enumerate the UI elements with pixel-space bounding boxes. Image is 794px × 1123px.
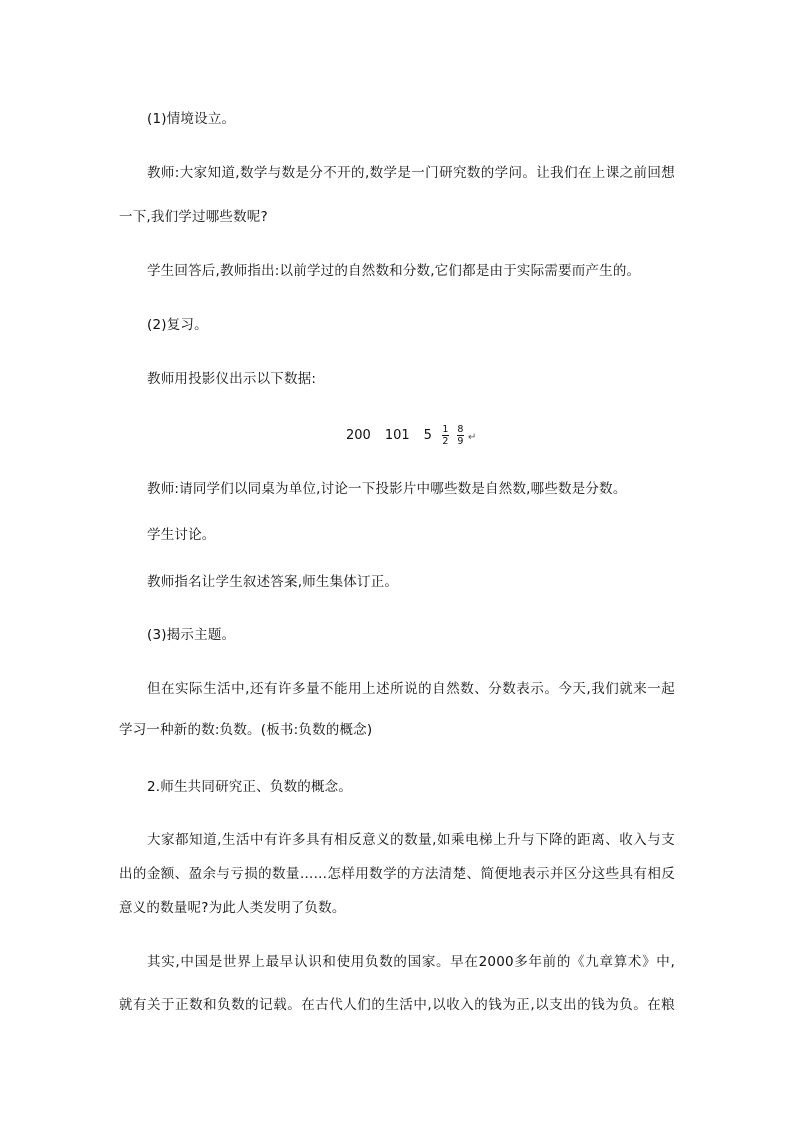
heading-concept: 2.师生共同研究正、负数的概念。 <box>147 779 353 795</box>
heading-scenario: (1)情境设立。 <box>147 111 236 127</box>
number-value: 5 <box>423 427 432 443</box>
paragraph-line: 教师:请同学们以同桌为单位,讨论一下投影片中哪些数是自然数,哪些数是分数。 <box>147 481 627 497</box>
fraction-numerator: 1 <box>442 423 449 435</box>
fraction <box>457 424 464 447</box>
paragraph-mark-icon: ↵ <box>467 431 477 443</box>
number-list <box>346 418 476 452</box>
paragraph-line: 教师用投影仪出示以下数据: <box>147 371 317 387</box>
paragraph-line: 一下,我们学过哪些数呢? <box>119 209 268 225</box>
paragraph-line: 就有关于正数和负数的记载。在古代人们的生活中,以收入的钱为正,以支出的钱为负。在粮 <box>119 997 675 1013</box>
paragraph-line: 教师指名让学生叙述答案,师生集体订正。 <box>147 574 399 590</box>
fraction-denominator: 9 <box>457 435 464 447</box>
paragraph-line: 但在实际生活中,还有许多量不能用上述所说的自然数、分数表示。今天,我们就来一起 <box>147 681 675 697</box>
paragraph-line: 学生讨论。 <box>147 527 216 543</box>
paragraph-line: 其实,中国是世界上最早认识和使用负数的国家。早在2000多年前的《九章算术》中, <box>147 954 675 970</box>
paragraph-line: 学习一种新的数:负数。(板书:负数的概念) <box>119 722 373 738</box>
paragraph-line: 大家都知道,生活中有许多具有相反意义的数量,如乘电梯上升与下降的距离、收入与支 <box>147 832 675 848</box>
number-value: 200 <box>346 427 371 443</box>
heading-review: (2)复习。 <box>147 317 208 333</box>
paragraph-line: 教师:大家知道,数学与数是分不开的,数学是一门研究数的学问。让我们在上课之前回想 <box>147 165 675 181</box>
fraction-denominator: 2 <box>442 435 449 447</box>
number-value: 101 <box>384 427 410 443</box>
paragraph-line: 学生回答后,教师指出:以前学过的自然数和分数,它们都是由于实际需要而产生的。 <box>147 263 641 279</box>
heading-topic: (3)揭示主题。 <box>147 627 236 643</box>
paragraph-line: 出的金额、盈余与亏损的数量……怎样用数学的方法清楚、简便地表示并区分这些具有相反 <box>119 866 675 882</box>
fraction-numerator: 8 <box>457 423 464 435</box>
paragraph-line: 意义的数量呢?为此人类发明了负数。 <box>119 900 346 916</box>
fraction <box>442 424 449 447</box>
